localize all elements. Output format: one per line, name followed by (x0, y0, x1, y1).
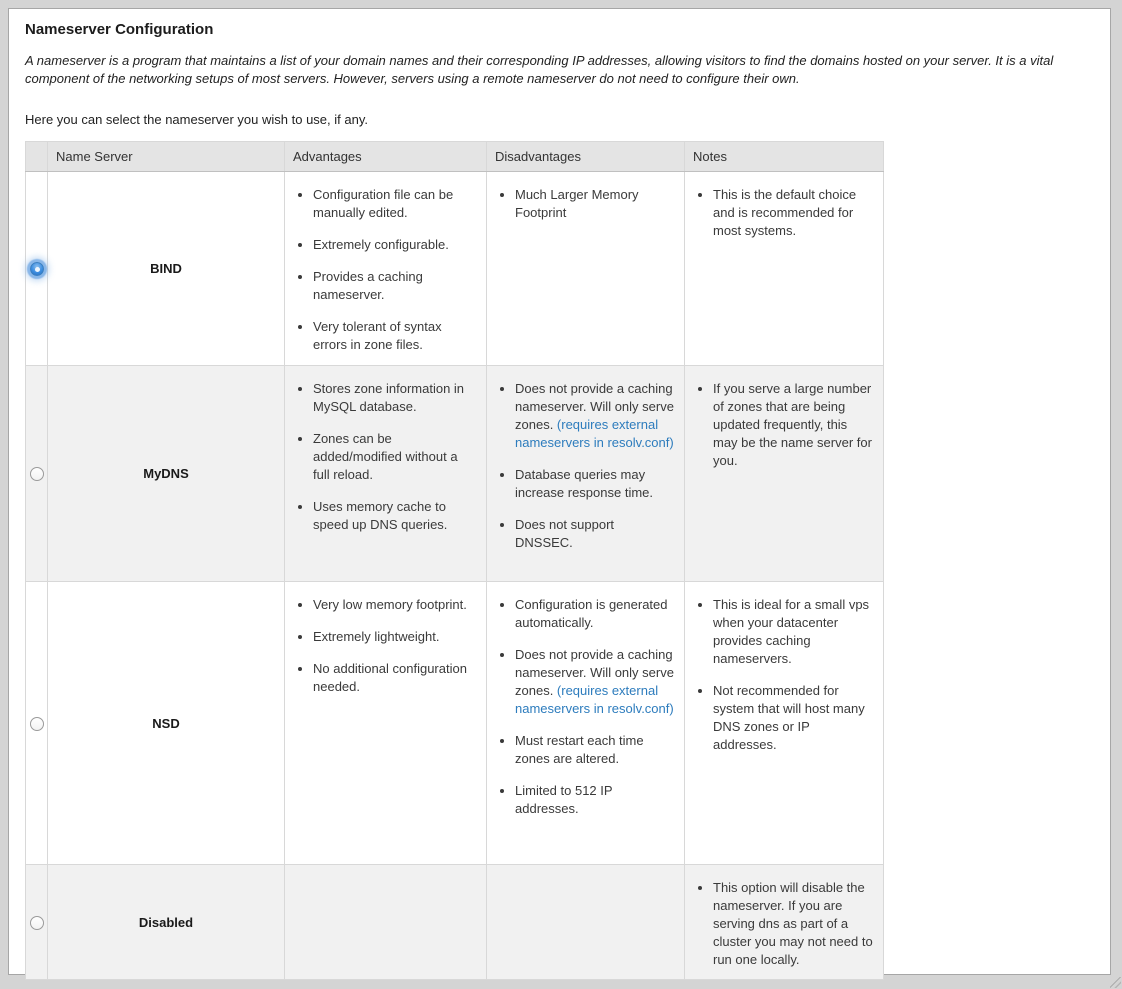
header-cell-advantages: Advantages (285, 142, 487, 172)
advantages-item: • Configuration file can be manually edited. (313, 186, 476, 222)
advantages-item: • Provides a caching nameserver. (313, 268, 476, 304)
notes-list (691, 178, 873, 240)
content-panel (8, 8, 1111, 975)
disadvantages-item: • Does not support DNSSEC. (515, 516, 674, 552)
nameserver-radio-mydns[interactable] (30, 467, 44, 481)
advantages-item: • Extremely lightweight. (313, 628, 476, 646)
disadvantages-list (493, 372, 674, 552)
table-row-disabled (26, 865, 884, 980)
header-cell-disadvantages: Disadvantages (487, 142, 685, 172)
advantages-cell (285, 582, 487, 865)
advantages-list (291, 178, 476, 354)
disadvantages-item: • Does not provide a caching nameserver. Will only serve zones. (requires external nameservers in resolv.conf) (515, 646, 674, 718)
select-hint: Here you can select the nameserver you wish to use, if any. (25, 112, 368, 127)
nameserver-table (25, 141, 884, 980)
table-row-nsd (26, 582, 884, 865)
header-cell-notes: Notes (685, 142, 884, 172)
notes-cell (685, 366, 884, 582)
disadvantages-item: • Much Larger Memory Footprint (515, 186, 674, 222)
notes-list (691, 588, 873, 754)
notes-item: • This option will disable the nameserver. If you are serving dns as part of a cluster you may not need to run one locally. (713, 879, 873, 969)
radio-cell (26, 582, 48, 865)
resolv-conf-link[interactable]: (requires external nameservers in resolv.conf) (515, 417, 674, 450)
advantages-item: • Uses memory cache to speed up DNS queries. (313, 498, 476, 534)
notes-list (691, 372, 873, 470)
radio-cell (26, 865, 48, 980)
notes-item: • This is the default choice and is recommended for most systems. (713, 186, 873, 240)
radio-cell (26, 172, 48, 366)
disadvantages-list (493, 588, 674, 818)
table-row-bind (26, 172, 884, 366)
nameserver-name: Disabled (48, 865, 285, 980)
notes-item: • If you serve a large number of zones that are being updated frequently, this may be the name server for you. (713, 380, 873, 470)
header-cell-radio (26, 142, 48, 172)
radio-cell (26, 366, 48, 582)
disadvantages-list (493, 178, 674, 222)
disadvantages-cell (487, 366, 685, 582)
advantages-item: • Stores zone information in MySQL database. (313, 380, 476, 416)
table-header-row (26, 142, 884, 172)
disadvantages-cell (487, 865, 685, 980)
notes-cell (685, 865, 884, 980)
advantages-list (291, 372, 476, 534)
disadvantages-item: • Must restart each time zones are altered. (515, 732, 674, 768)
notes-cell (685, 172, 884, 366)
notes-item: • This is ideal for a small vps when your datacenter provides caching nameservers. (713, 596, 873, 668)
advantages-item: • Very tolerant of syntax errors in zone files. (313, 318, 476, 354)
disadvantages-cell (487, 582, 685, 865)
advantages-cell (285, 366, 487, 582)
advantages-item: • Very low memory footprint. (313, 596, 476, 614)
advantages-list (291, 588, 476, 696)
nameserver-radio-bind-selected[interactable] (30, 262, 44, 276)
disadvantages-cell (487, 172, 685, 366)
resolv-conf-link[interactable]: (requires external nameservers in resolv.conf) (515, 683, 674, 716)
advantages-item: • No additional configuration needed. (313, 660, 476, 696)
notes-item: • Not recommended for system that will host many DNS zones or IP addresses. (713, 682, 873, 754)
nameserver-radio-disabled[interactable] (30, 916, 44, 930)
notes-cell (685, 582, 884, 865)
resize-grip-icon[interactable] (1110, 977, 1121, 988)
advantages-cell (285, 865, 487, 980)
nameserver-name: BIND (48, 172, 285, 366)
header-cell-name-server: Name Server (48, 142, 285, 172)
nameserver-radio-nsd[interactable] (30, 717, 44, 731)
advantages-item: • Zones can be added/modified without a full reload. (313, 430, 476, 484)
notes-list (691, 871, 873, 969)
disadvantages-item: • Database queries may increase response time. (515, 466, 674, 502)
disadvantages-item: • Limited to 512 IP addresses. (515, 782, 674, 818)
disadvantages-item: • Configuration is generated automatically. (515, 596, 674, 632)
intro-text: A nameserver is a program that maintains a list of your domain names and their corresponding IP addresses, allowing visitors to find the domains hosted on your server. It is a vital component of the networking setups of most servers. However, servers using a remote nameserver do not need to configure their own. (25, 53, 1054, 86)
nameserver-name: NSD (48, 582, 285, 865)
disadvantages-item: • Does not provide a caching nameserver. Will only serve zones. (requires external nameservers in resolv.conf) (515, 380, 674, 452)
nameserver-name: MyDNS (48, 366, 285, 582)
table-row-mydns (26, 366, 884, 582)
page-title: Nameserver Configuration (25, 21, 214, 38)
advantages-item: • Extremely configurable. (313, 236, 476, 254)
advantages-cell (285, 172, 487, 366)
